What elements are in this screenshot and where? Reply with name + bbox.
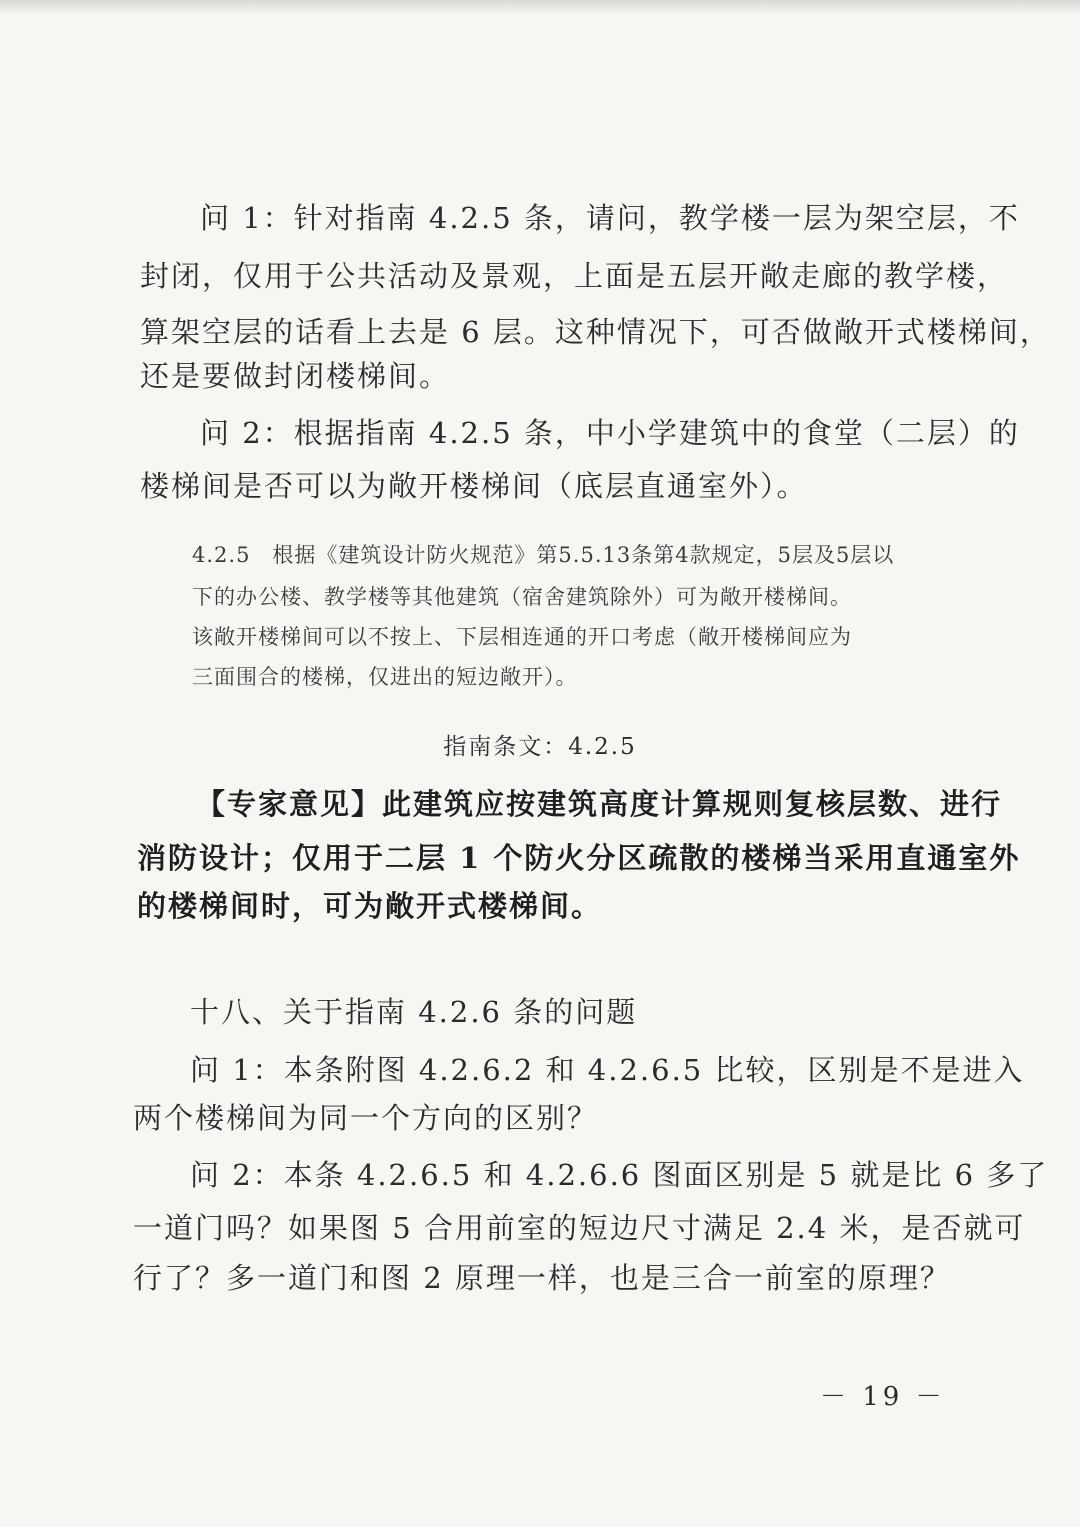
s18-q1-line-2: 两个楼梯间为同一个方向的区别？ bbox=[133, 1101, 599, 1135]
s18-q2-line-2: 一道门吗？如果图 5 合用前室的短边尺寸满足 2.4 米，是否就可 bbox=[133, 1211, 1026, 1245]
expert-opinion-line-2: 消防设计；仅用于二层 1 个防火分区疏散的楼梯当采用直通室外 bbox=[137, 841, 1021, 875]
quote-line-3: 该敞开楼梯间可以不按上、下层相连通的开口考虑（敞开楼梯间应为 bbox=[192, 625, 852, 649]
section-18-title: 十八、关于指南 4.2.6 条的问题 bbox=[190, 995, 638, 1029]
q2-line-2: 楼梯间是否可以为敞开楼梯间（底层直通室外）。 bbox=[140, 469, 808, 503]
expert-opinion-line-1: 【专家意见】此建筑应按建筑高度计算规则复核层数、进行 bbox=[196, 787, 1003, 821]
s18-q2-line-3: 行了？多一道门和图 2 原理一样，也是三合一前室的原理？ bbox=[133, 1261, 951, 1295]
quote-line-2: 下的办公楼、教学楼等其他建筑（宿舍建筑除外）可为敞开楼梯间。 bbox=[192, 585, 852, 609]
q1-line-1: 问 1：针对指南 4.2.5 条，请问，教学楼一层为架空层，不 bbox=[200, 201, 1020, 235]
q1-line-2: 封闭，仅用于公共活动及景观，上面是五层开敞走廊的教学楼， bbox=[140, 259, 1009, 293]
clause-reference: 指南条文：4.2.5 bbox=[443, 734, 637, 760]
expert-opinion-line-3: 的楼梯间时，可为敞开式楼梯间。 bbox=[137, 889, 603, 923]
page-number: － 19 － bbox=[820, 1382, 946, 1412]
scan-edge bbox=[0, 0, 1080, 14]
s18-q1-line-1: 问 1：本条附图 4.2.6.2 和 4.2.6.5 比较，区别是不是进入 bbox=[190, 1053, 1025, 1087]
q1-line-3: 算架空层的话看上去是 6 层。这种情况下，可否做敞开式楼梯间， bbox=[140, 315, 1051, 349]
q2-line-1: 问 2：根据指南 4.2.5 条，中小学建筑中的食堂（二层）的 bbox=[200, 416, 1020, 450]
s18-q2-line-1: 问 2：本条 4.2.6.5 和 4.2.6.6 图面区别是 5 就是比 6 多了 bbox=[190, 1158, 1049, 1192]
quote-line-4: 三面围合的楼梯，仅进出的短边敞开）。 bbox=[192, 665, 578, 689]
quote-line-1: 4.2.5 根据《建筑设计防火规范》第5.5.13条第4款规定，5层及5层以 bbox=[192, 543, 895, 567]
q1-line-4: 还是要做封闭楼梯间。 bbox=[140, 359, 451, 393]
